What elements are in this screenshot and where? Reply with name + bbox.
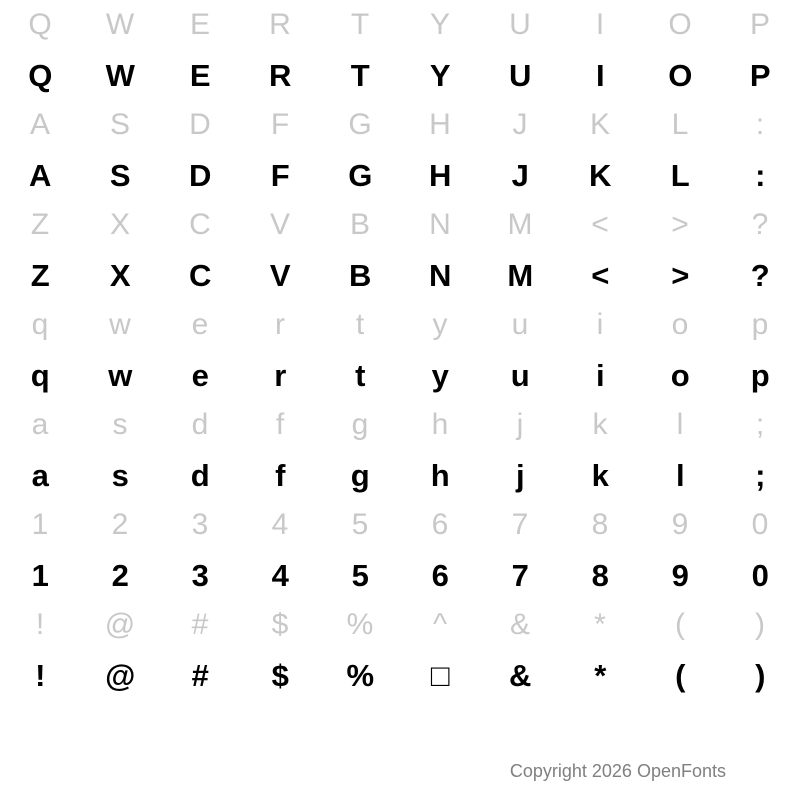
glyph-cell: % [346,657,374,693]
glyph-cell: ^ [432,608,448,641]
glyph-row-reference [0,0,800,50]
glyph-cell: > [671,257,689,293]
glyph-cell: P [749,8,770,41]
glyph-cell: B [349,208,370,241]
glyph-cell: K [589,157,611,193]
glyph-cell: $ [271,657,289,693]
glyph-cell: 3 [191,557,209,593]
glyph-row-sample [0,50,800,100]
glyph-row-reference [0,300,800,350]
glyph-cell: A [29,157,51,193]
glyph-cell: B [349,257,371,293]
glyph-cell: □ [430,657,450,693]
glyph-cell: Z [30,257,50,293]
glyph-cell: J [511,157,529,193]
glyph-cell: & [509,608,530,641]
glyph-cell: y [432,308,448,341]
glyph-cell: : [755,157,765,193]
glyph-cell: a [31,457,49,493]
glyph-cell: F [270,108,290,141]
glyph-cell: V [269,257,291,293]
glyph-row-sample [0,550,800,600]
glyph-cell: L [671,108,689,141]
glyph-cell: p [750,357,770,393]
glyph-cell: < [591,208,609,241]
glyph-cell: g [351,408,369,441]
glyph-cell: ; [755,408,765,441]
glyph-row-reference [0,100,800,150]
glyph-cell: k [591,457,609,493]
glyph-cell: t [355,308,365,341]
glyph-cell: & [509,657,531,693]
glyph-cell: T [350,8,370,41]
glyph-cell: 5 [351,557,369,593]
glyph-cell: P [749,57,771,93]
glyph-cell: ? [750,257,770,293]
glyph-cell: Y [429,57,451,93]
glyph-cell: ; [755,457,765,493]
glyph-cell: ( [675,608,685,641]
glyph-cell: 7 [511,557,529,593]
copyright-notice: Copyright 2026 OpenFonts [509,761,726,781]
glyph-cell: K [589,108,610,141]
glyph-cell: D [189,108,211,141]
glyph-cell: V [269,208,290,241]
glyph-cell: H [429,108,451,141]
glyph-cell: ! [35,608,45,641]
glyph-cell: 6 [431,557,449,593]
glyph-cell: j [515,457,525,493]
glyph-cell: @ [105,657,135,693]
glyph-cell: E [189,8,210,41]
glyph-cell: j [516,408,524,441]
glyph-row-reference [0,600,800,650]
glyph-cell: l [676,408,684,441]
glyph-cell: f [275,408,285,441]
glyph-cell: f [275,457,285,493]
glyph-cell: s [112,408,128,441]
glyph-cell: Z [30,208,50,241]
glyph-cell: E [189,57,211,93]
glyph-cell: A [29,108,50,141]
glyph-cell: 9 [671,557,689,593]
glyph-row-sample [0,250,800,300]
glyph-row-reference [0,500,800,550]
glyph-cell: * [594,657,606,693]
glyph-cell: J [512,108,528,141]
glyph-cell: u [510,357,530,393]
glyph-cell: < [591,257,609,293]
glyph-cell: S [109,157,131,193]
glyph-cell: ! [35,657,45,693]
glyph-cell: 1 [31,508,49,541]
glyph-cell: e [191,308,209,341]
glyph-cell: 8 [591,557,609,593]
glyph-cell: N [429,257,451,293]
glyph-cell: h [431,408,449,441]
glyph-cell: N [429,208,451,241]
glyph-row-reference [0,400,800,450]
glyph-cell: d [190,457,210,493]
glyph-cell: Q [28,8,52,41]
glyph-cell: i [596,308,604,341]
glyph-cell: D [189,157,211,193]
glyph-row-reference [0,200,800,250]
glyph-cell: L [670,157,690,193]
glyph-cell: H [429,157,451,193]
glyph-cell: > [671,208,689,241]
glyph-cell: W [105,57,135,93]
glyph-cell: 3 [191,508,209,541]
glyph-cell: u [511,308,529,341]
glyph-row-sample [0,150,800,200]
glyph-cell: M [507,208,533,241]
glyph-cell: w [109,308,131,341]
glyph-cell: ? [751,208,769,241]
glyph-cell: G [348,108,372,141]
glyph-cell: 4 [271,508,289,541]
glyph-cell: Y [429,8,450,41]
glyph-cell: s [111,457,129,493]
glyph-cell: I [595,57,605,93]
glyph-cell: t [355,357,365,393]
glyph-cell: 6 [431,508,449,541]
glyph-cell: ) [755,657,765,693]
glyph-cell: U [509,8,531,41]
glyph-cell: C [189,208,211,241]
glyph-cell: p [751,308,769,341]
glyph-cell: d [191,408,209,441]
glyph-cell: % [346,608,374,641]
glyph-row-sample [0,650,800,700]
glyph-cell: 4 [271,557,289,593]
glyph-cell: h [430,457,450,493]
glyph-cell: $ [271,608,289,641]
glyph-cell: @ [104,608,136,641]
glyph-cell: R [269,8,291,41]
glyph-cell: M [507,257,533,293]
glyph-cell: ( [675,657,685,693]
glyph-cell: : [755,108,765,141]
glyph-cell: W [105,8,135,41]
glyph-cell: w [108,357,132,393]
glyph-cell: l [675,457,685,493]
glyph-cell: * [594,608,606,641]
glyph-cell: 7 [511,508,529,541]
glyph-cell: U [509,57,531,93]
glyph-cell: O [668,8,692,41]
glyph-cell: o [671,308,689,341]
glyph-cell: r [274,357,286,393]
glyph-cell: o [670,357,690,393]
glyph-row-sample [0,350,800,400]
glyph-cell: C [189,257,211,293]
glyph-cell: X [109,257,131,293]
glyph-cell: 5 [351,508,369,541]
glyph-cell: I [595,8,605,41]
glyph-cell: O [668,57,692,93]
glyph-cell: 2 [111,557,129,593]
glyph-cell: # [191,608,209,641]
glyph-cell: e [191,357,209,393]
glyph-cell: # [191,657,209,693]
glyph-cell: Q [28,57,52,93]
glyph-cell: R [269,57,291,93]
glyph-row-sample [0,450,800,500]
glyph-cell: 9 [671,508,689,541]
glyph-cell: T [350,57,370,93]
glyph-cell: S [109,108,130,141]
glyph-cell: r [275,308,285,341]
glyph-cell: y [431,357,449,393]
glyph-cell: X [109,208,130,241]
glyph-cell: G [348,157,372,193]
glyph-cell: 8 [591,508,609,541]
glyph-cell: 2 [111,508,129,541]
glyph-cell: 0 [751,557,769,593]
glyph-cell: q [31,308,49,341]
glyph-cell: F [270,157,290,193]
glyph-cell: a [31,408,49,441]
glyph-cell: k [592,408,608,441]
glyph-cell: q [30,357,50,393]
glyph-cell: g [350,457,370,493]
glyph-cell: i [595,357,605,393]
glyph-cell: ) [755,608,765,641]
glyph-cell: 1 [31,557,49,593]
glyph-cell: 0 [751,508,769,541]
